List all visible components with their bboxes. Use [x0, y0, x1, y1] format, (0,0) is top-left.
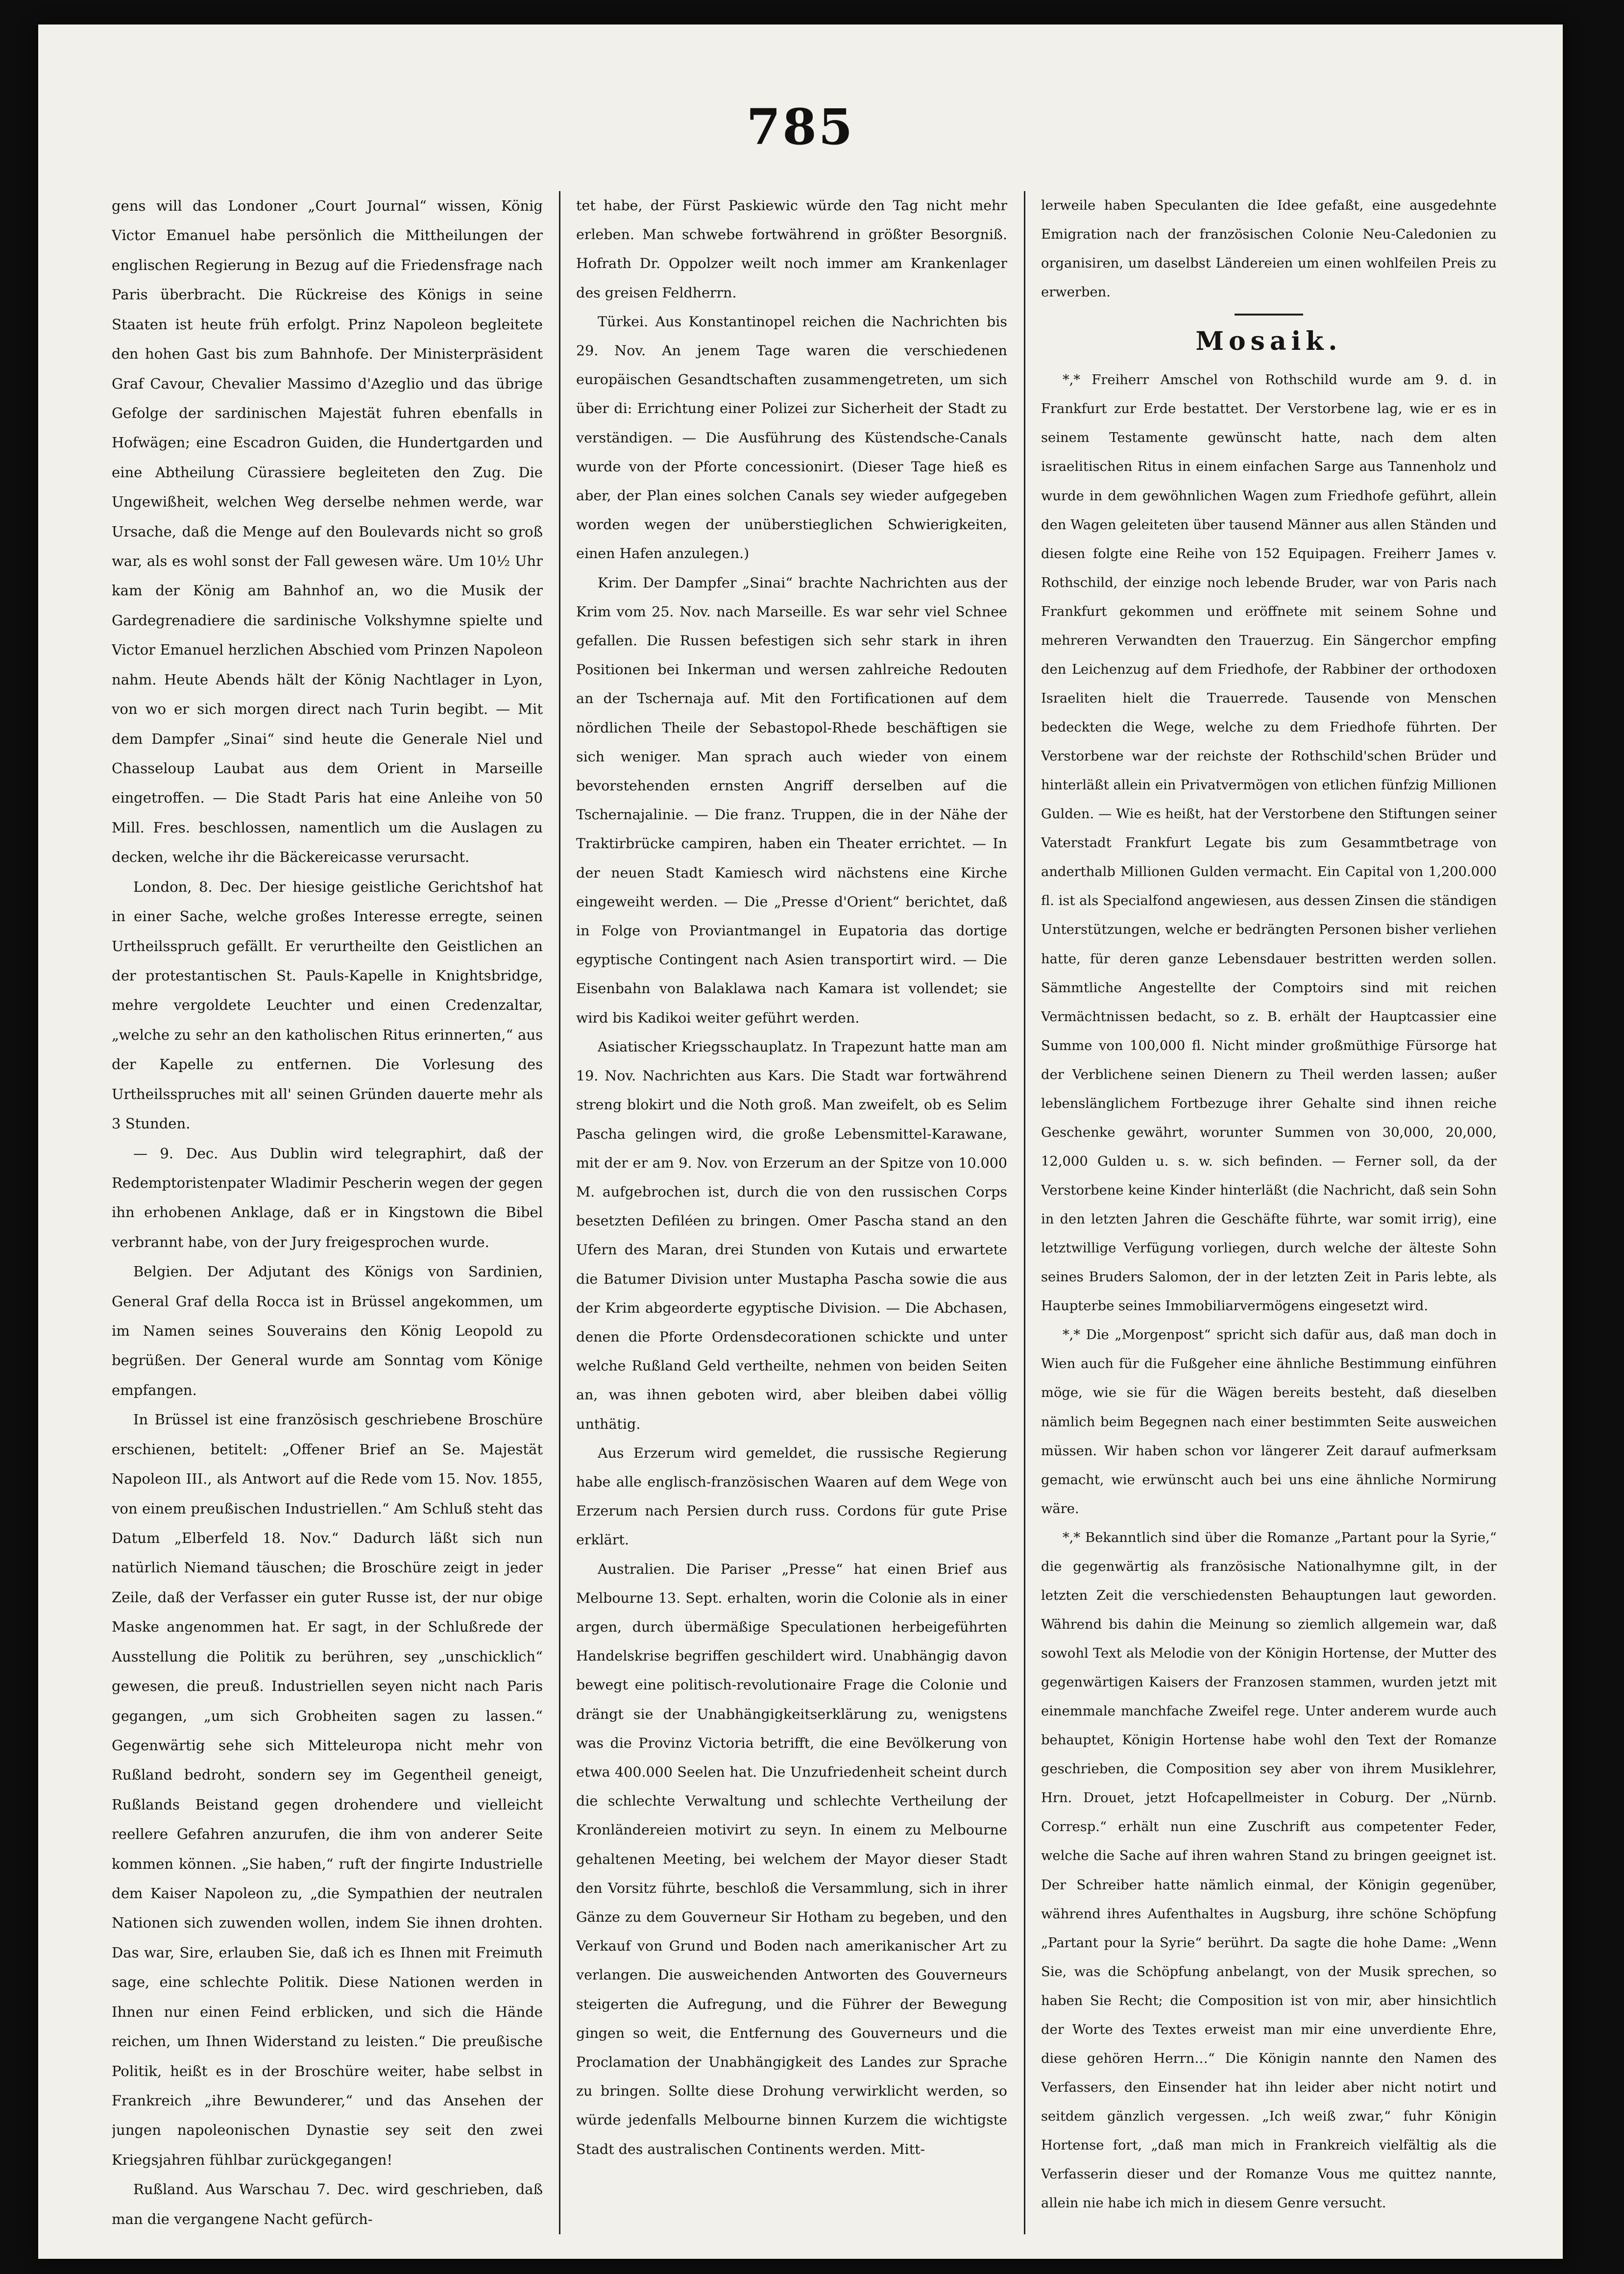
column-left	[112, 191, 543, 2234]
paragraph-bruessel-broschuere: In Brüssel ist eine französisch geschriebene Broschüre erschienen, betitelt: „Offener Brief an Se. Majestät Napoleon III., als Antwort auf die Rede vom 15. Nov. 1855, von einem preußischen Industriellen.“ Am Schluß steht das Datum „Elberfeld 18. Nov.“ Dadurch läßt sich nun natürlich Niemand täuschen; die Broschüre zeigt in jeder Zeile, daß der Verfasser ein guter Russe ist, der nur obige Maske angenommen hat. Er sagt, in der Schlußrede der Ausstellung die Politik zu berühren, sey „unschicklich“ gewesen, die preuß. Industriellen seyen nicht nach Paris gegangen, „um sich Grobheiten sagen zu lassen.“ Gegenwärtig sehe sich Mitteleuropa nicht mehr von Rußland bedroht, sondern sey im Gegentheil geneigt, Rußlands Beistand gegen drohendere und vielleicht reellere Gefahren anzurufen, die ihm von anderer Seite kommen können. „Sie haben,“ ruft der fingirte Industrielle dem Kaiser Napoleon zu, „die Sympathien der neutralen Nationen sich zuwenden wollen, indem Sie ihnen drohten. Das war, Sire, erlauben Sie, daß ich es Ihnen mit Freimuth sage, eine schlechte Politik. Diese Nationen werden in Ihnen nur einen Feind erblicken, und sich die Hände reichen, um Ihnen Widerstand zu leisten.“ Die preußische Politik, heißt es in der Broschüre weiter, habe selbst in Frankreich „ihre Bewunderer,“ und das Ansehen der jungen napoleonischen Dynastie sey seit den zwei Kriegsjahren fühlbar zurückgegangen!	[112, 1411, 543, 2168]
paragraph-morgenpost: *,* Die „Morgenpost“ spricht sich dafür aus, daß man doch in Wien auch für die Fußgeher eine ähnliche Bestimmung einführen möge, wie sie für die Wägen bereits besteht, daß dieselben nämlich beim Begegnen nach einer bestimmten Seite ausweichen müssen. Wir haben schon vor längerer Zeit darauf aufmerksam gemacht, wie erwünscht auch bei uns eine ähnliche Normirung wäre.	[1041, 1327, 1497, 1516]
paragraph-asiatischer-kriegsschauplatz: Asiatischer Kriegsschauplatz. In Trapezunt hatte man am 19. Nov. Nachrichten aus Kars. Die Stadt war fortwährend streng blokirt und die Noth groß. Man zweifelt, ob es Selim Pascha gelingen wird, die große Lebensmittel-Karawane, mit der er am 9. Nov. von Erzerum an der Spitze von 10.000 M. aufgebrochen ist, durch die von den russischen Corps besetzten Defiléen zu bringen. Omer Pascha stand an den Ufern des Maran, drei Stunden von Kutais und erwartete die Batumer Division unter Mustapha Pascha sowie die aus der Krim abgeorderte egyptische Division. — Die Abchasen, denen die Pforte Ordensdecorationen schickte und unter welche Rußland Geld vertheilte, nehmen von beiden Seiten an, was ihnen geboten wird, aber bleiben dabei völlig unthätig.	[576, 1038, 1007, 1432]
column-divider-2	[1024, 191, 1025, 2234]
paragraph-tuerkei: Türkei. Aus Konstantinopel reichen die Nachrichten bis 29. Nov. An jenem Tage waren die verschiedenen europäischen Gesandtschaften zusammengetreten, um sich über di: Errichtung einer Polizei zur Sicherheit der Stadt zu verständigen. — Die Ausführung des Küstendsche-Canals wurde von der Pforte concessionirt. (Dieser Tage hieß es aber, der Plan eines solchen Canals sey wieder aufgegeben worden wegen der unüberstieglichen Schwierigkeiten, einen Hafen anzulegen.)	[576, 313, 1007, 562]
paragraph-belgien: Belgien. Der Adjutant des Königs von Sardinien, General Graf della Rocca ist in Brüssel angekommen, um im Namen seines Souverains den König Leopold zu begrüßen. Der General wurde am Sonntag vom Könige empfangen.	[112, 1263, 543, 1398]
paragraph-dublin: — 9. Dec. Aus Dublin wird telegraphirt, daß der Redemptoristenpater Wladimir Pescherin wegen der gegen ihn erhobenen Anklage, daß er in Kingstown die Bibel verbrannt habe, von der Jury freigesprochen wurde.	[112, 1145, 543, 1250]
section-rule	[1235, 314, 1303, 316]
paragraph-neu-caledonien: lerweile haben Speculanten die Idee gefaßt, eine ausgedehnte Emigration nach der französischen Colonie Neu-Caledonien zu organisiren, um daselbst Ländereien um einen wohlfeilen Preis zu erwerben.	[1041, 198, 1497, 300]
text-columns	[112, 191, 1498, 2234]
section-title-mosaik: Mosaik.	[1195, 326, 1342, 357]
paragraph-paskiewic: tet habe, der Fürst Paskiewic würde den Tag nicht mehr erleben. Man schwebe fortwährend in größter Besorgniß. Hofrath Dr. Oppolzer weilt noch immer am Krankenlager des greisen Feldherrn.	[576, 197, 1007, 301]
paragraph-london: London, 8. Dec. Der hiesige geistliche Gerichtshof hat in einer Sache, welche großes Interesse erregte, seinen Urtheilsspruch gefällt. Er verurtheilte den Geistlichen an der protestantischen St. Pauls-Kapelle in Knightsbridge, mehre vergoldete Leuchter und einen Credenzaltar, „welche zu sehr an den katholischen Ritus erinnerten,“ aus der Kapelle zu entfernen. Die Vorlesung des Urtheilsspruches mit all' seinen Gründen dauerte mehr als 3 Stunden.	[112, 878, 543, 1132]
paragraph-krim: Krim. Der Dampfer „Sinai“ brachte Nachrichten aus der Krim vom 25. Nov. nach Marseille. Es war sehr viel Schnee gefallen. Die Russen befestigen sich sehr stark in ihren Positionen bei Inkerman und wersen zahlreiche Redouten an der Tschernaja auf. Mit den Fortificationen auf dem nördlichen Theile der Sebastopol-Rhede beschäftigen sie sich weniger. Man sprach auch wieder von einem bevorstehenden ernsten Angriff derselben auf die Tschernajalinie. — Die franz. Truppen, die in der Nähe der Traktirbrücke campiren, haben ein Theater errichtet. — In der neuen Stadt Kamiesch wird nächstens eine Kirche eingeweiht werden. — Die „Presse d'Orient“ berichtet, daß in Folge von Proviantmangel in Eupatoria das dortige egyptische Contingent nach Asien transportirt wird. — Die Eisenbahn von Balaklawa nach Kamara ist vollendet; sie wird bis Kadikoi weiter geführt werden.	[576, 574, 1007, 1026]
paragraph-paris-continuation: gens will das Londoner „Court Journal“ wissen, König Victor Emanuel habe persönlich die Mittheilungen der englischen Regierung in Bezug auf die Friedensfrage nach Paris überbracht. Die Rückreise des Königs in seine Staaten ist heute früh erfolgt. Prinz Napoleon begleitete den hohen Gast bis zum Bahnhofe. Der Ministerpräsident Graf Cavour, Chevalier Massimo d'Azeglio und das übrige Gefolge der sardinischen Majestät fuhren ebenfalls in Hofwägen; eine Escadron Guiden, die Hundertgarden und eine Abtheilung Cürassiere begleiteten den Zug. Die Ungewißheit, welchen Weg derselbe nehmen werde, war Ursache, daß die Menge auf den Boulevards nicht so groß war, als es wohl sonst der Fall gewesen wäre. Um 10½ Uhr kam der König am Bahnhof an, wo die Musik der Gardegrenadiere die sardinische Volkshymne spielte und Victor Emanuel herzlichen Abschied vom Prinzen Napoleon nahm. Heute Abends hält der König Nachtlager in Lyon, von wo er sich morgen direct nach Turin begibt. — Mit dem Dampfer „Sinai“ sind heute die Generale Niel und Chasseloup Laubat aus dem Orient in Marseille eingetroffen. — Die Stadt Paris hat eine Anleihe von 50 Mill. Fres. beschlossen, namentlich um die Auslagen zu decken, welche ihr die Bäckereicasse verursacht.	[112, 197, 543, 866]
paragraph-rothschild: *,* Freiherr Amschel von Rothschild wurde am 9. d. in Frankfurt zur Erde bestattet. Der Verstorbene lag, wie er es in seinem Testamente gewünscht hatte, nach dem alten israelitischen Ritus in einem einfachen Sarge aus Tannenholz und wurde in dem gewöhnlichen Wagen zum Friedhofe geführt, allein den Wagen geleiteten über tausend Männer aus allen Ständen und diesen folgte eine Reihe von 152 Equipagen. Freiherr James v. Rothschild, der einzige noch lebende Bruder, war von Paris nach Frankfurt gekommen und eröffnete mit seinem Sohne und mehreren Verwandten den Trauerzug. Ein Sängerchor empfing den Leichenzug auf dem Friedhofe, der Rabbiner der orthodoxen Israeliten hielt die Trauerrede. Tausende von Menschen bedeckten die Wege, welche zu dem Friedhofe führten. Der Verstorbene war der reichste der Rothschild'schen Brüder und hinterläßt allein ein Privatvermögen von etlichen fünfzig Millionen Gulden. — Wie es heißt, hat der Verstorbene den Stiftungen seiner Vaterstadt Frankfurt Legate bis zum Gesammtbetrage von anderthalb Millionen Gulden vermacht. Ein Capital von 1,200.000 fl. ist als Specialfond angewiesen, aus dessen Zinsen die ständigen Unterstützungen, welche er bedrängten Personen bisher verliehen hatte, für deren ganze Lebensdauer bestritten werden sollen. Sämmtliche Angestellte der Comptoirs sind mit reichen Vermächtnissen bedacht, so z. B. erhält der Hauptcassier eine Summe von 100,000 fl. Nicht minder großmüthige Fürsorge hat der Verblichene seinen Dienern zu Theil werden lassen; außer lebenslänglichem Fortbezuge ihrer Gehalte sind ihnen reiche Geschenke gewährt, worunter Summen von 30,000, 20,000, 12,000 Gulden u. s. w. sich befinden. — Ferner soll, da der Verstorbene keine Kinder hinterläßt (die Nachricht, daß sein Sohn in den letzten Jahren die Geschäfte führte, war somit irrig), eine letztwillige Verfügung vorliegen, durch welche der älteste Sohn seines Bruders Salomon, der in der letzten Zeit in Paris lebte, als Haupterbe seines Immobiliarvermögens eingesetzt wird.	[1041, 372, 1497, 1314]
page-number: 785	[746, 98, 855, 156]
paragraph-russland: Rußland. Aus Warschau 7. Dec. wird geschrieben, daß man die vergangene Nacht gefürch-	[112, 2181, 543, 2227]
paragraph-australien: Australien. Die Pariser „Presse“ hat einen Brief aus Melbourne 13. Sept. erhalten, worin die Colonie als in einer argen, durch übermäßige Speculationen herbeigeführten Handelskrise begriffen geschildert wird. Unabhängig davon bewegt eine politisch-revolutionaire Frage die Colonie und drängt sie der Unabhängigkeitserklärung zu, wenigstens was die Provinz Victoria betrifft, die eine Bevölkerung von etwa 400.000 Seelen hat. Die Unzufriedenheit scheint durch die schlechte Verwaltung und schlechte Vertheilung der Kronländereien motivirt zu seyn. In einem zu Melbourne gehaltenen Meeting, bei welchem der Mayor dieser Stadt den Vorsitz führte, beschloß die Versammlung, sich in ihrer Gänze zu dem Gouverneur Sir Hotham zu begeben, und den Verkauf von Grund und Boden nach amerikanischer Art zu verlangen. Die ausweichenden Antworten des Gouverneurs steigerten die Aufregung, und die Führer der Bewegung gingen so weit, die Entfernung des Gouverneurs und die Proclamation der Unabhängigkeit des Landes zur Sprache zu bringen. Sollte diese Drohung verwirklicht werden, so würde jedenfalls Melbourne binnen Kurzem die wichtigste Stadt des australischen Continents werden. Mitt-	[576, 1561, 1007, 2157]
newspaper-page	[38, 24, 1563, 2259]
column-middle	[576, 191, 1007, 2234]
column-right	[1041, 191, 1497, 2234]
paragraph-partant-pour-la-syrie: *,* Bekanntlich sind über die Romanze „Partant pour la Syrie,“ die gegenwärtig als französische Nationalhymne gilt, in der letzten Zeit die verschiedensten Behauptungen laut geworden. Während bis dahin die Meinung so ziemlich allgemein war, daß sowohl Text als Melodie von der Königin Hortense, der Mutter des gegenwärtigen Kaisers der Franzosen stammen, wurden jetzt mit einemmale manchfache Zweifel rege. Unter anderem wurde auch behauptet, Königin Hortense habe wohl den Text der Romanze geschrieben, die Composition sey aber von ihrem Musiklehrer, Hrn. Drouet, jetzt Hofcapellmeister in Coburg. Der „Nürnb. Corresp.“ erhält nun eine Zuschrift aus competenter Feder, welche die Sache auf ihren wahren Stand zu bringen geeignet ist. Der Schreiber hatte nämlich einmal, der Königin gegenüber, während ihres Aufenthaltes in Augsburg, ihre schöne Schöpfung „Partant pour la Syrie“ berührt. Da sagte die hohe Dame: „Wenn Sie, was die Schöpfung anbelangt, von der Musik sprechen, so haben Sie Recht; die Composition ist von mir, aber hinsichtlich der Worte des Textes erweist man mir eine unverdiente Ehre, diese gehören Herrn…“ Die Königin nannte den Namen des Verfassers, den Einsender hat ihn leider aber nicht notirt und seitdem gänzlich vergessen. „Ich weiß zwar,“ fuhr Königin Hortense fort, „daß man mich in Frankreich vielfältig als die Verfasserin dieser und der Romanze Vous me quittez nannte, allein nie habe ich mich in diesem Genre versucht.	[1041, 1530, 1497, 2211]
column-divider-1	[559, 191, 560, 2234]
paragraph-erzerum: Aus Erzerum wird gemeldet, die russische Regierung habe alle englisch-französischen Waaren auf dem Wege von Erzerum nach Persien durch russ. Cordons für gute Prise erklärt.	[576, 1444, 1007, 1548]
